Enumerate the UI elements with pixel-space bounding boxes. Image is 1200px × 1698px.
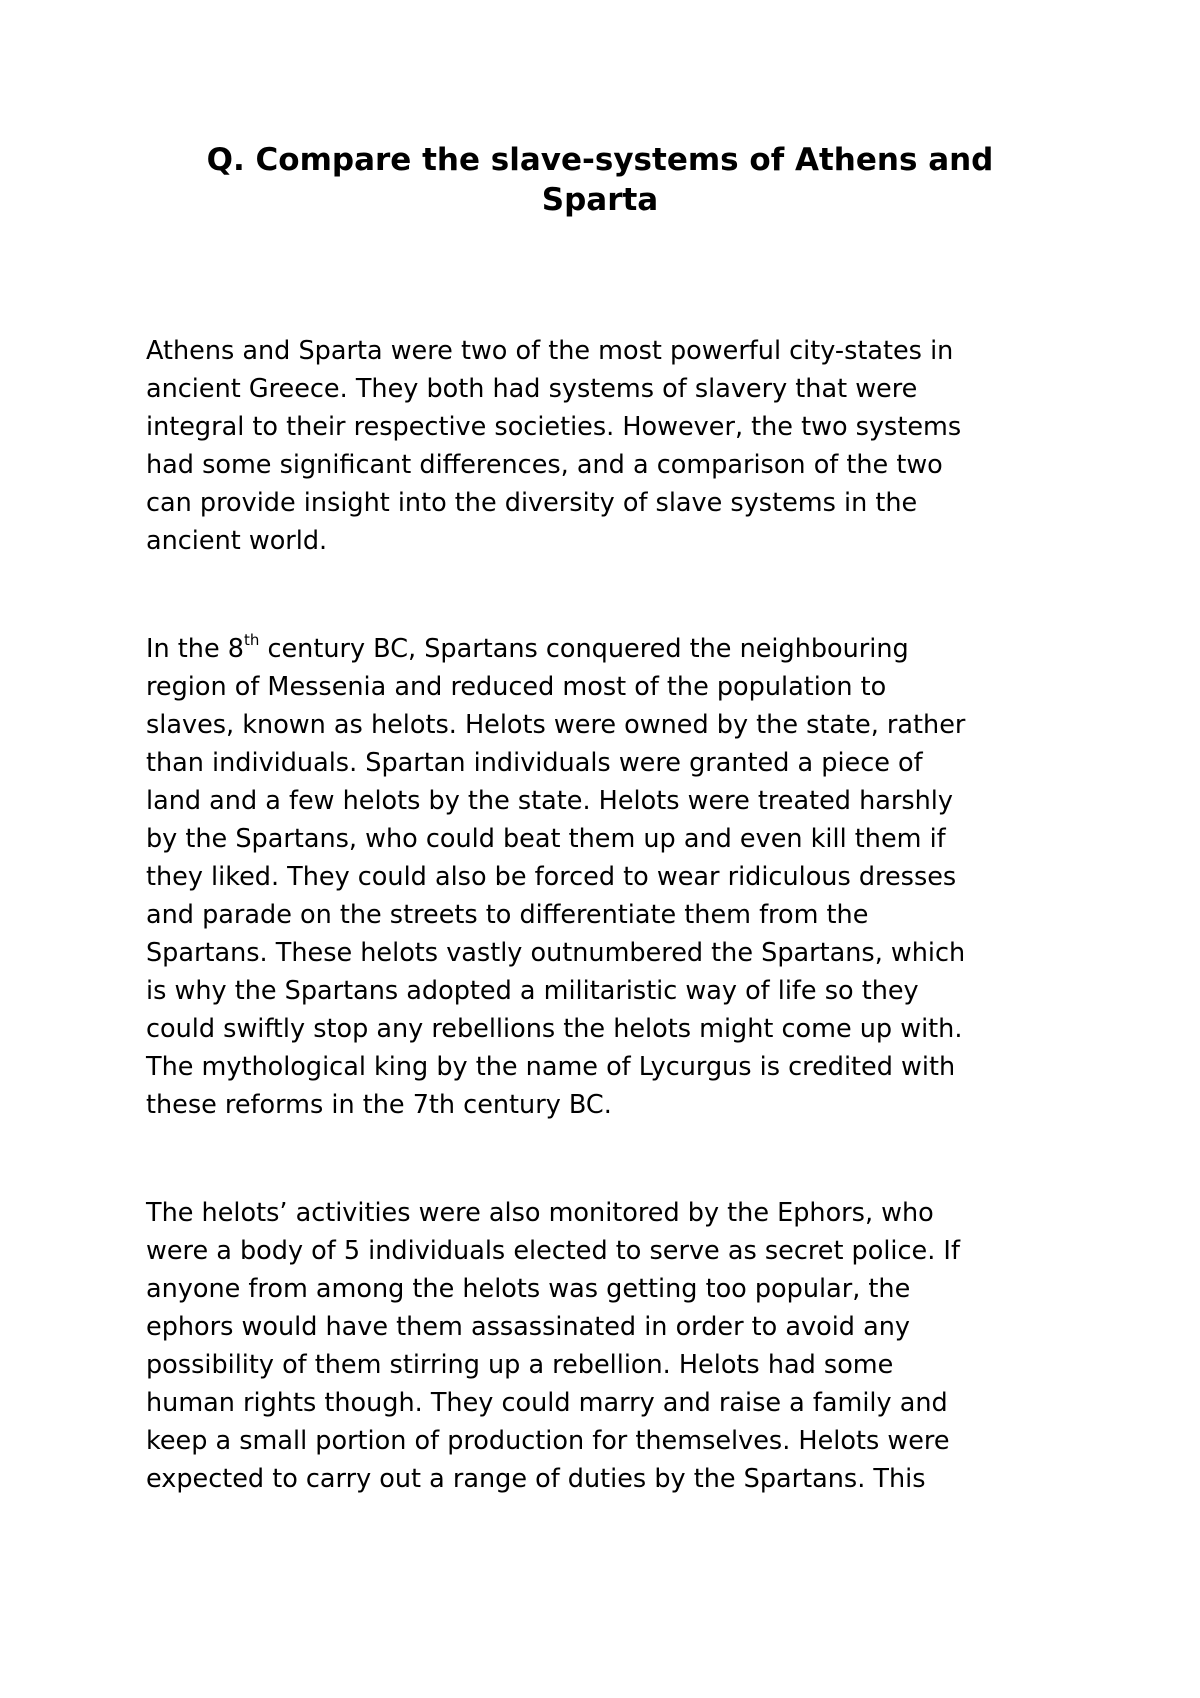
ordinal-suffix: th (243, 631, 260, 649)
paragraph-line (146, 630, 1066, 668)
paragraph-line: these reforms in the 7th century BC. (146, 1090, 612, 1120)
document-title (140, 140, 1060, 220)
paragraph-line: they liked. They could also be forced to wear ridiculous dresses (146, 862, 957, 892)
paragraph-line: could swiftly stop any rebellions the helots might come up with. (146, 1014, 963, 1044)
paragraph-line: expected to carry out a range of duties by the Spartans. This (146, 1464, 926, 1494)
paragraph-line: land and a few helots by the state. Helots were treated harshly (146, 786, 953, 816)
document-title-line: Sparta (541, 182, 659, 218)
paragraph-line: possibility of them stirring up a rebellion. Helots had some (146, 1350, 894, 1380)
paragraph-ephors (146, 1194, 1066, 1498)
paragraph-sparta-helots (146, 630, 1066, 1124)
paragraph-line: ancient Greece. They both had systems of slavery that were (146, 374, 918, 404)
paragraph-text: century BC, Spartans conquered the neighbouring (259, 634, 909, 664)
paragraph-text: In the 8 (146, 634, 244, 664)
paragraph-line: slaves, known as helots. Helots were owned by the state, rather (146, 710, 966, 740)
paragraph-line: anyone from among the helots was getting too popular, the (146, 1274, 911, 1304)
paragraph-line: keep a small portion of production for themselves. Helots were (146, 1426, 950, 1456)
document-title-line: Q. Compare the slave-systems of Athens and (206, 142, 994, 178)
paragraph-line: region of Messenia and reduced most of the population to (146, 672, 887, 702)
paragraph-line: human rights though. They could marry and raise a family and (146, 1388, 948, 1418)
paragraph-line: can provide insight into the diversity of slave systems in the (146, 488, 918, 518)
paragraph-line: is why the Spartans adopted a militaristic way of life so they (146, 976, 919, 1006)
paragraph-line: had some significant differences, and a comparison of the two (146, 450, 943, 480)
paragraph-line: than individuals. Spartan individuals were granted a piece of (146, 748, 923, 778)
paragraph-line: by the Spartans, who could beat them up and even kill them if (146, 824, 946, 854)
paragraph-line: The helots’ activities were also monitored by the Ephors, who (146, 1198, 934, 1228)
paragraph-line: ancient world. (146, 526, 328, 556)
paragraph-line: Athens and Sparta were two of the most powerful city-states in (146, 336, 954, 366)
paragraph-line: The mythological king by the name of Lycurgus is credited with (146, 1052, 956, 1082)
paragraph-line: ephors would have them assassinated in order to avoid any (146, 1312, 910, 1342)
paragraph-line: were a body of 5 individuals elected to serve as secret police. If (146, 1236, 960, 1266)
paragraph-line: and parade on the streets to differentiate them from the (146, 900, 869, 930)
paragraph-line: Spartans. These helots vastly outnumbered the Spartans, which (146, 938, 966, 968)
paragraph-intro (146, 332, 1066, 560)
paragraph-line: integral to their respective societies. However, the two systems (146, 412, 962, 442)
